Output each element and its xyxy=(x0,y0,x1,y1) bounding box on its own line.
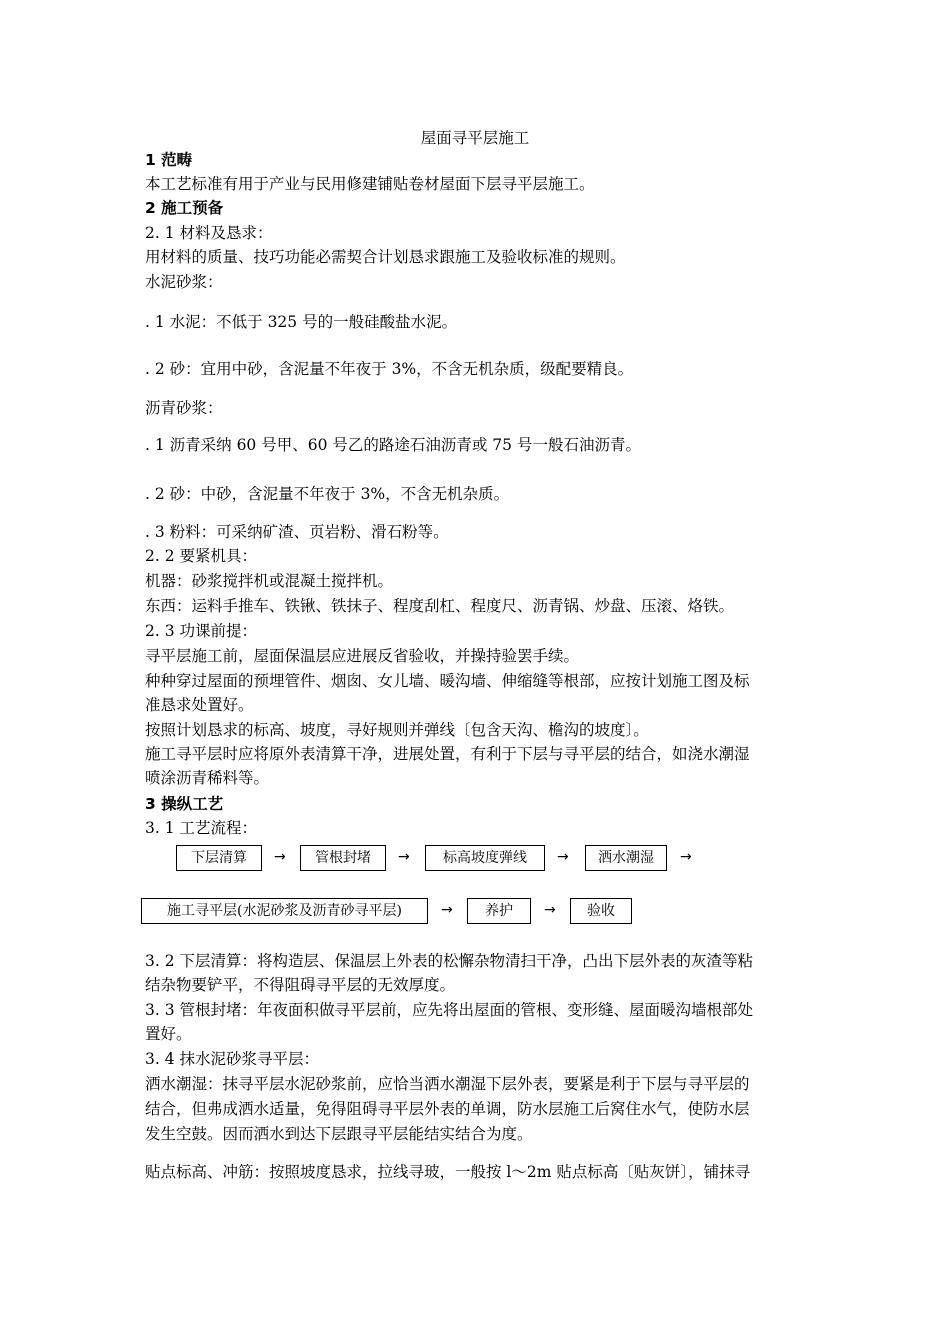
flow-arrow: → xyxy=(557,849,569,865)
list-item: . 2 砂：宜用中砂，含泥量不年夜于 3%，不含无机杂质，级配要精良。 xyxy=(145,360,634,378)
list-item: . 1 水泥：不低于 325 号的一般硅酸盐水泥。 xyxy=(145,313,458,331)
flow-arrow: → xyxy=(544,902,556,918)
paragraph: 置好。 xyxy=(145,1025,192,1043)
flow-step-leveling: 施工寻平层(水泥砂浆及沥青砂寻平层) xyxy=(141,898,428,924)
list-item: . 3 粉料：可采纳矿渣、页岩粉、滑石粉等。 xyxy=(145,523,449,541)
paragraph: 寻平层施工前，屋面保温层应进展反省验收，并操持验罢手续。 xyxy=(145,647,580,665)
list-item: . 2 砂：中砂，含泥量不年夜于 3%，不含无机杂质。 xyxy=(145,485,510,503)
paragraph: 用材料的质量、技巧功能必需契合计划恳求跟施工及验收标准的规则。 xyxy=(145,248,626,266)
flow-step-base-cleaning: 下层清算 xyxy=(176,845,262,871)
flow-arrow: → xyxy=(441,902,453,918)
paragraph: 机器：砂浆搅拌机或混凝土搅拌机。 xyxy=(145,572,394,590)
paragraph: 沥青砂浆： xyxy=(145,399,223,417)
section-heading-scope: 1 范畴 xyxy=(145,151,193,169)
flow-step-wetting: 洒水潮湿 xyxy=(585,845,667,871)
section-heading-preparation: 2 施工预备 xyxy=(145,199,224,217)
paragraph: 3. 2 下层清算：将构造层、保温层上外表的松懈杂物清扫干净，凸出下层外表的灰渣等粘 xyxy=(145,952,754,970)
paragraph: 种种穿过屋面的预埋管件、烟囱、女儿墙、暖沟墙、伸缩缝等根部，应按计划施工图及标 xyxy=(145,672,750,690)
paragraph: 结合，但弗成洒水适量，免得阻碍寻平层外表的单调，防水层施工后窝住水气，使防水层 xyxy=(145,1100,750,1118)
paragraph: 施工寻平层时应将原外表清算干净，进展处置，有利于下层与寻平层的结合，如浇水潮湿 xyxy=(145,745,750,763)
paragraph: 3. 3 管根封堵：年夜面积做寻平层前，应先将出屋面的管根、变形缝、屋面暖沟墙根部处 xyxy=(145,1001,754,1019)
subsection-heading: 2. 3 功课前提： xyxy=(145,622,258,640)
document-title: 屋面寻平层施工 xyxy=(420,129,530,147)
paragraph: 喷涂沥青稀料等。 xyxy=(145,769,270,787)
subsection-heading: 2. 2 要紧机具： xyxy=(145,547,258,565)
section-heading-operation: 3 操纵工艺 xyxy=(145,795,224,813)
flow-arrow: → xyxy=(398,849,410,865)
paragraph: 洒水潮湿：抹寻平层水泥砂浆前，应恰当洒水潮湿下层外表，要紧是利于下层与寻平层的 xyxy=(145,1075,750,1093)
subsection-heading: 3. 4 抹水泥砂浆寻平层： xyxy=(145,1050,320,1068)
flow-arrow: → xyxy=(680,849,692,865)
paragraph: 本工艺标准有用于产业与民用修建铺贴卷材屋面下层寻平层施工。 xyxy=(145,175,595,193)
subsection-heading: 3. 1 工艺流程： xyxy=(145,819,258,837)
list-item: . 1 沥青采纳 60 号甲、60 号乙的路途石油沥青或 75 号一般石油沥青。 xyxy=(145,436,641,454)
paragraph: 贴点标高、冲筋：按照坡度恳求，拉线寻玻，一般按 l～2m 贴点标高〔贴灰饼〕，铺抹寻 xyxy=(145,1163,751,1181)
flow-step-acceptance: 验收 xyxy=(570,898,632,924)
flow-step-elevation-marking: 标高坡度弹线 xyxy=(425,845,545,871)
paragraph: 按照计划恳求的标高、坡度，寻好规则并弹线〔包含天沟、檐沟的坡度〕。 xyxy=(145,721,649,739)
flow-step-curing: 养护 xyxy=(467,898,531,924)
paragraph: 水泥砂浆： xyxy=(145,273,223,291)
paragraph: 结杂物要铲平，不得阻碍寻平层的无效厚度。 xyxy=(145,976,456,994)
paragraph: 发生空鼓。因而洒水到达下层跟寻平层能结实结合为度。 xyxy=(145,1125,533,1143)
paragraph: 东西：运料手推车、铁锹、铁抹子、程度刮杠、程度尺、沥青锅、炒盘、压滚、烙铁。 xyxy=(145,597,735,615)
paragraph: 准恳求处置好。 xyxy=(145,696,254,714)
flow-arrow: → xyxy=(274,849,286,865)
subsection-heading: 2. 1 材料及恳求： xyxy=(145,224,273,242)
flow-step-pipe-sealing: 管根封堵 xyxy=(300,845,386,871)
